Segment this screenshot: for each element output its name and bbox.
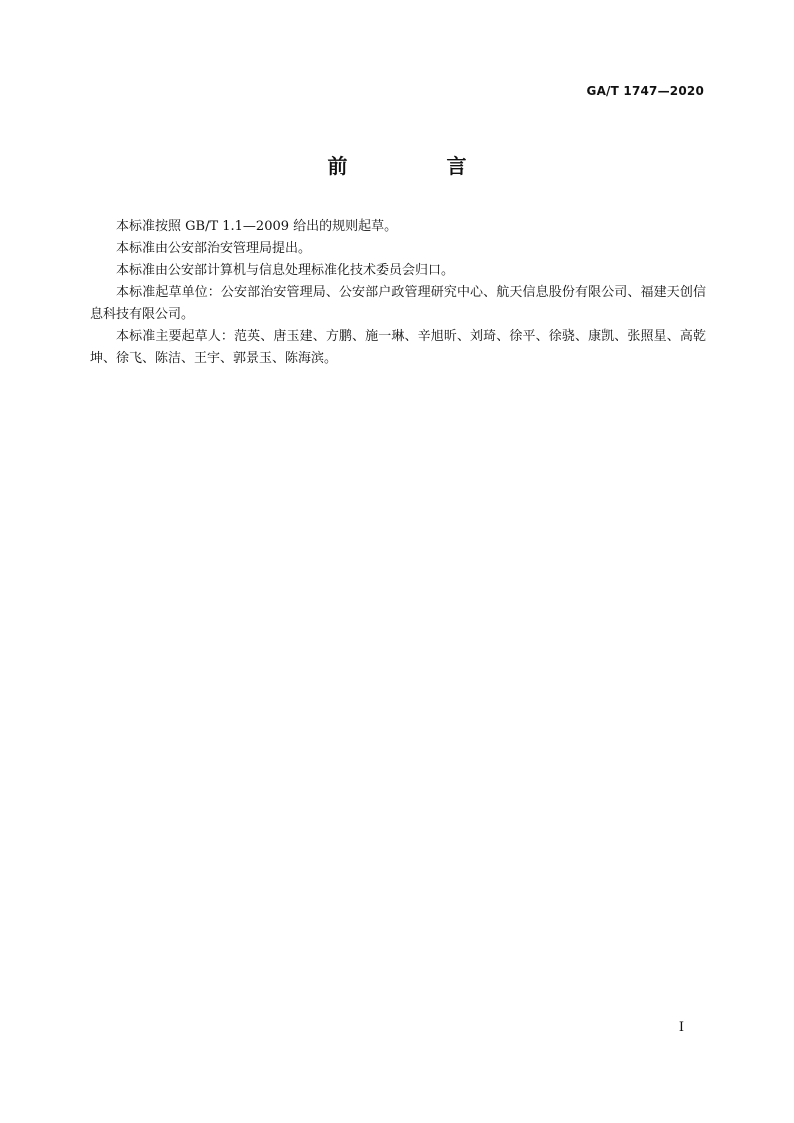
paragraph-drafting-units: 本标准起草单位：公安部治安管理局、公安部户政管理研究中心、航天信息股份有限公司、福建天创信息科技有限公司。 <box>90 285 706 322</box>
standard-code: GA/T 1747—2020 <box>586 84 704 98</box>
foreword-body <box>90 216 706 370</box>
paragraph-proposer: 本标准由公安部治安管理局提出。 <box>116 241 312 256</box>
page-title: 前 言 <box>327 154 513 178</box>
page-number: I <box>678 1020 684 1035</box>
paragraph-drafters: 本标准主要起草人：范英、唐玉建、方鹏、施一琳、辛旭昕、刘琦、徐平、徐骁、康凯、张照星、高乾坤、徐飞、陈洁、王宇、郭景玉、陈海滨。 <box>90 329 706 366</box>
paragraph-committee: 本标准由公安部计算机与信息处理标准化技术委员会归口。 <box>116 263 455 278</box>
paragraph-drafting-rules: 本标准按照 GB/T 1.1—2009 给出的规则起草。 <box>116 219 398 234</box>
